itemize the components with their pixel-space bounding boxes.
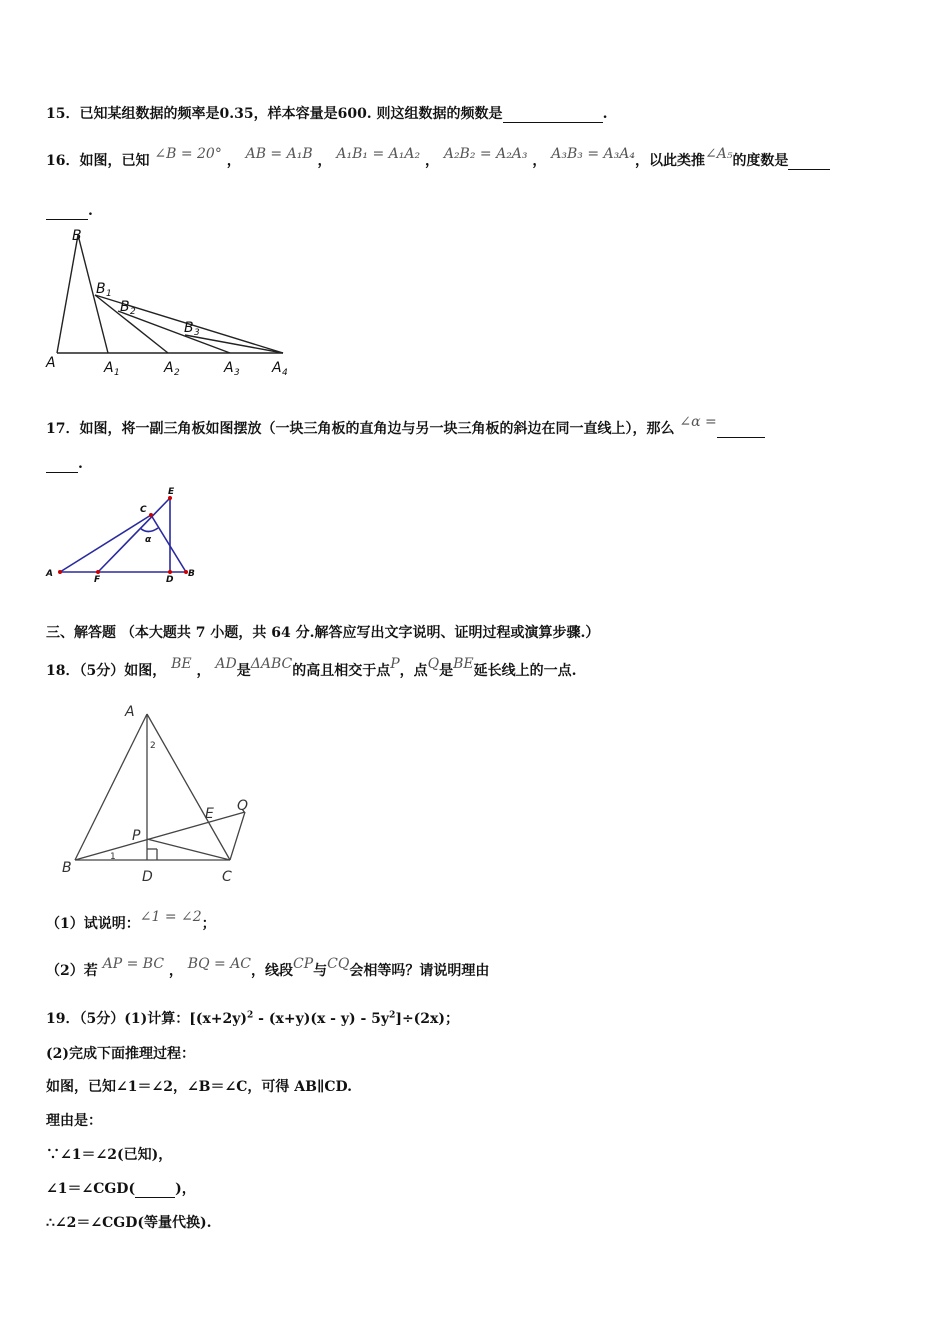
label-F: F [94,575,101,583]
q16-math-ab: AB = A₁B [245,146,313,162]
q19-pre: （5分）(1)计算：[(x+2y) [79,1011,248,1027]
q18-math-ad: AD [215,656,237,672]
q15-blank[interactable] [503,106,603,123]
q17-math-alpha: ∠α = [679,414,717,430]
q18-pre: （5分）如图， [79,663,167,679]
q16-end: . [88,203,93,219]
question-16 [46,146,830,170]
q19-6a: ∠1＝∠CGD( [46,1181,136,1197]
q19-line6 [46,1178,196,1198]
q16-blank-line2 [46,203,93,220]
q18-part1 [46,909,216,933]
q17-text: 如图，将一副三角板如图摆放（一块三角板的直角边与另一块三角板的斜边在同一直线上），那么 [79,421,675,437]
q16-sep: ， [424,153,439,169]
label-A3: A [224,360,234,376]
question-15 [46,103,607,123]
q19-6b: )， [175,1181,196,1197]
q17-blank-cont[interactable] [46,456,78,473]
q18-t5: 延长线上的一点. [473,663,577,679]
q15-text: 已知某组数据的频率是0.35，样本容量是600. 则这组数据的频数是 [79,106,503,122]
q18-2-sep: ， [168,963,183,979]
label-B3: B [184,320,194,336]
q17-end: . [78,456,83,472]
q18-sep: ， [196,663,211,679]
q16-blank[interactable] [788,153,830,170]
question-17 [46,414,765,438]
q16-blank-cont[interactable] [46,203,88,220]
label-E: E [205,806,214,822]
figure-16 [40,225,310,385]
q16-sep: ， [317,153,332,169]
q16-sep: ， [532,153,547,169]
q18-math-be: BE [171,656,192,672]
figure-17 [40,483,210,583]
label-E: E [168,487,175,497]
label-C: C [140,505,147,515]
q18-t2: 的高且相交于点 [292,663,391,679]
sub-1: 1 [114,368,120,378]
q16-math-a3b3: A₃B₃ = A₃A₄ [551,146,635,162]
label-B: B [188,569,195,579]
section-3-title: 三、解答题 （本大题共 7 小题，共 64 分.解答应写出文字说明、证明过程或演算步骤.） [46,625,600,641]
q19-blank[interactable] [135,1181,175,1198]
label-A2: A [164,360,174,376]
q18-2-math-ap: AP = BC [102,956,165,972]
q16-mid: ，以此类推 [634,153,705,169]
q16-math-a2b2: A₂B₂ = A₂A₃ [443,146,528,162]
label-alpha: α [145,535,152,545]
q19-line4: 理由是： [46,1113,102,1129]
q18-1-math: ∠1 = ∠2 [139,909,202,925]
sub-4: 4 [282,368,288,378]
label-B1: B [96,281,106,297]
q16-math-a1b1: A₁B₁ = A₁A₂ [336,146,421,162]
q19-line7: ∴∠2＝∠CGD(等量代换). [46,1215,212,1231]
label-B2: B [120,299,130,315]
label-A: A [125,704,135,720]
q19-line3: 如图，已知∠1＝∠2，∠B＝∠C，可得 AB∥CD. [46,1079,353,1095]
q18-t4: 是 [439,663,454,679]
sub-2: 2 [174,368,180,378]
q19-sup1: 2 [247,1010,254,1021]
q18-part2 [46,956,490,980]
q18-number: 18． [46,663,80,679]
q18-t3: ，点 [399,663,428,679]
label-angle-2: 2 [150,741,156,751]
figure-18 [55,700,265,890]
label-P: P [132,828,141,844]
q18-2-t2: 与 [313,963,328,979]
q19-post: ]÷(2x)； [395,1011,460,1027]
label-angle-1: 1 [110,852,116,862]
label-B: B [72,228,82,244]
sub-1: 1 [106,289,112,299]
q19-line5: ∵∠1＝∠2(已知)， [46,1147,173,1163]
q15-number: 15． [46,106,80,122]
q18-2-math-cp: CP [293,956,314,972]
label-A: A [46,569,53,579]
label-A4: A [272,360,282,376]
label-A1: A [104,360,114,376]
q18-t1: 是 [236,663,251,679]
q18-2-t1: ，线段 [251,963,294,979]
sub-3: 3 [234,368,240,378]
question-18 [46,656,577,680]
q18-2-math-cq: CQ [327,956,350,972]
q18-math-be2: BE [453,656,474,672]
label-D: D [166,575,174,583]
q19-line2: (2)完成下面推理过程： [46,1046,195,1062]
q18-2-math-bq: BQ = AC [187,956,252,972]
q18-math-p: P [390,656,400,672]
label-B: B [62,860,72,876]
label-A: A [46,355,56,371]
label-C: C [222,869,232,885]
q16-post: 的度数是 [732,153,789,169]
q17-blank[interactable] [717,421,765,438]
label-D: D [142,869,153,885]
q18-math-q: Q [427,656,440,672]
q19-mid: - (x+y)(x - y) - 5y [253,1011,390,1027]
q16-sep: ， [226,153,241,169]
q16-number: 16． [46,153,80,169]
q18-2-t3: 会相等吗？请说明理由 [349,963,490,979]
q17-number: 17． [46,421,80,437]
q17-blank-line2 [46,456,83,473]
q18-1-end: ； [201,916,216,932]
label-Q: Q [237,798,249,814]
question-19 [46,1008,459,1028]
sub-3: 3 [194,328,200,338]
q16-pre: 如图，已知 [79,153,150,169]
q16-math-angle-a5: ∠A₅ [704,146,733,162]
q18-2-pre: （2）若 [46,963,98,979]
q18-1-pre: （1）试说明： [46,916,140,932]
q15-end: . [602,106,608,122]
q18-math-abc: ΔABC [250,656,293,672]
q19-sup2: 2 [389,1010,396,1021]
sub-2: 2 [130,307,136,317]
q16-math-angle-b: ∠B = 20° [154,146,222,162]
q19-number: 19． [46,1011,80,1027]
